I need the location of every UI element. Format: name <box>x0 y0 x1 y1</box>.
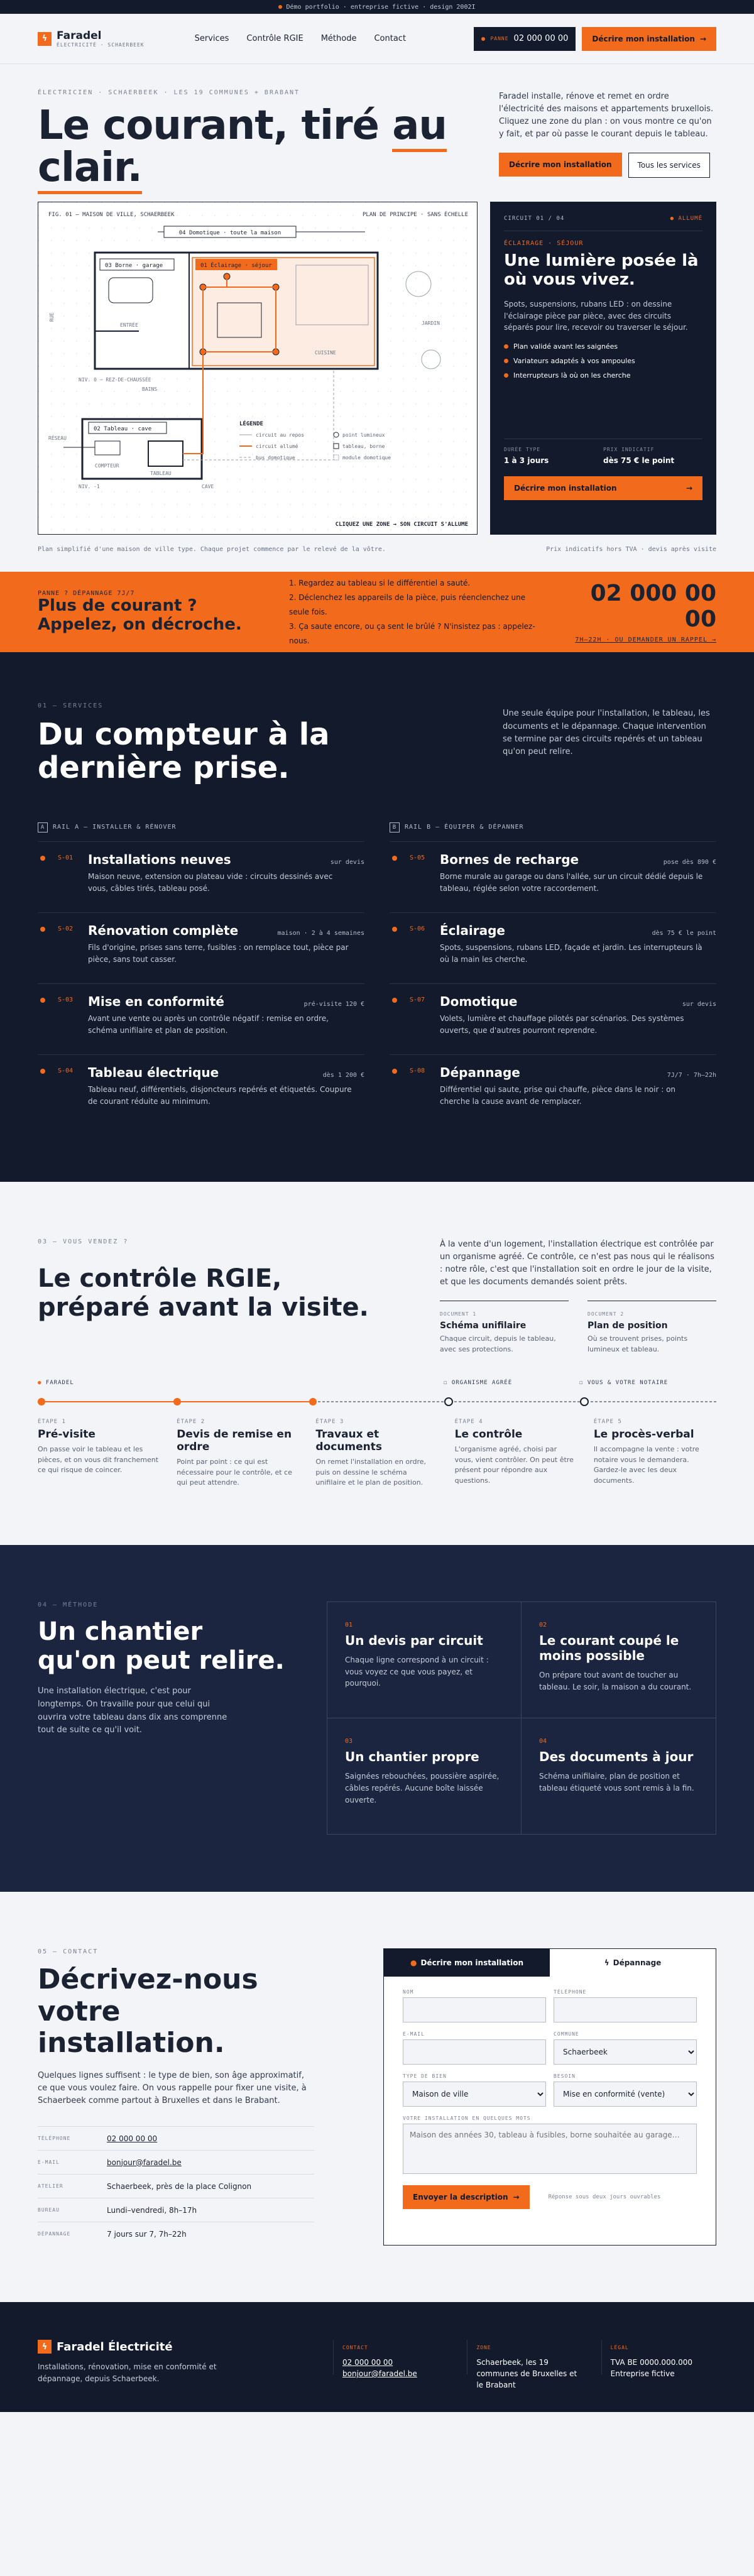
plan-scale: PLAN DE PRINCIPE · SANS ÉCHELLE <box>363 212 468 219</box>
field-label: COMMUNE <box>554 2031 579 2037</box>
timeline-step <box>594 1414 716 1488</box>
method-card <box>327 1602 522 1718</box>
method-card-title: Des documents à jour <box>539 1749 694 1765</box>
contact-row-value: Schaerbeek, près de la place Colignon <box>107 2181 252 2191</box>
step-text: Il accompagne la vente : votre notaire vous le demandera. Gardez-le avec les deux documents. <box>593 1445 699 1485</box>
plan-hint: CLIQUEZ UNE ZONE → SON CIRCUIT S'ALLUME <box>335 521 468 528</box>
plan-caption: FIG. 01 — MAISON DE VILLE, SCHAERBEEK <box>48 212 175 219</box>
step-label: ÉTAPE 3 <box>315 1418 344 1425</box>
rail-label: RAIL A — INSTALLER & RÉNOVER <box>53 824 177 831</box>
method-num: 01 <box>345 1621 353 1629</box>
service-num: S-07 <box>410 996 425 1003</box>
circuit-state-text: ALLUMÉ <box>678 216 702 222</box>
emergency-steps <box>289 576 541 648</box>
step-text: Point par point : ce qui est nécessaire pour le contrôle, et ce qui peut attendre. <box>177 1458 292 1487</box>
nav-link-methode[interactable]: Méthode <box>320 34 357 43</box>
contact-row-label: DÉPANNAGE <box>38 2231 71 2237</box>
stat-value: 1 à 3 jours <box>504 456 549 465</box>
circuit-text: Spots, suspensions, rubans LED : on dessine l'éclairage pièce par pièce, avec des circuits séparés pour lire, recevoir ou traverser le séjour. <box>504 300 688 332</box>
legend-item: bus domotique <box>256 455 295 461</box>
hero-kicker: ÉLECTRICIEN · SCHAERBEEK · LES 19 COMMUNES + BRABANT <box>38 89 300 96</box>
doc-title: Schéma unifilaire <box>440 1320 527 1331</box>
contact-row-label: TÉLÉPHONE <box>38 2136 71 2142</box>
rue-label: RUE <box>49 312 55 322</box>
method-card-title: Le courant coupé le moins possible <box>539 1632 679 1663</box>
method-text: Une installation électrique, c'est pour longtemps. On travaille pour que celui qui ouvrira votre tableau dans dix ans comprenne tout de suite ce qu'il voit. <box>38 1686 227 1735</box>
contact-row <box>38 2222 314 2246</box>
timeline-step <box>315 1414 438 1488</box>
phase-text: VOUS & VOTRE NOTAIRE <box>587 1379 669 1386</box>
rgie-kicker: 03 — VOUS VENDEZ ? <box>38 1238 129 1245</box>
emergency-step: 1. Regardez au tableau si le différentiel a sauté. <box>289 579 471 588</box>
method-card-text: Chaque ligne correspond à un circuit : vous voyez ce que vous payez, et pourquoi. <box>345 1655 489 1688</box>
timeline-step <box>177 1414 299 1488</box>
callback-link[interactable]: 7H–22H · OU DEMANDER UN RAPPEL → <box>575 636 716 643</box>
jardin-label: JARDIN <box>422 320 440 327</box>
phase-notaire: ☐ VOUS & VOTRE NOTAIRE <box>579 1379 669 1386</box>
commune-select[interactable] <box>554 2039 697 2065</box>
legend-item: module domotique <box>342 455 391 461</box>
emergency-band <box>0 572 754 652</box>
arrow-right-icon: → <box>699 34 706 43</box>
service-meta: maison · 2 à 4 semaines <box>277 929 364 937</box>
service-meta: pré-visite 120 € <box>303 1000 364 1008</box>
nav-link-contact[interactable]: Contact <box>374 34 407 43</box>
method-card <box>327 1718 522 1835</box>
service-item[interactable] <box>390 841 716 912</box>
contact-form <box>383 1948 716 2246</box>
contact-kicker: 05 — CONTACT <box>38 1948 99 1955</box>
service-title: Domotique <box>440 993 518 1009</box>
entree-label: ENTRÉE <box>120 322 138 329</box>
method-kicker: 04 — MÉTHODE <box>38 1601 99 1608</box>
service-item[interactable] <box>390 1054 716 1125</box>
doc-title: Plan de position <box>587 1320 668 1331</box>
method-title: Un chantier qu'on peut relire. <box>38 1617 285 1675</box>
doc-text: Où se trouvent prises, points lumineux et tableau. <box>587 1334 688 1353</box>
emergency-step: 2. Déclenchez les appareils de la pièce, puis réenclenchez une seule fois. <box>289 593 526 616</box>
phone-button[interactable]: PANNE 02 000 00 00 <box>474 27 576 51</box>
phase-organisme: ☐ ORGANISME AGRÉÉ <box>444 1379 513 1386</box>
name-input[interactable] <box>403 1997 546 2022</box>
phase-text: ORGANISME AGRÉÉ <box>451 1379 513 1386</box>
service-item[interactable] <box>390 912 716 983</box>
service-item[interactable] <box>390 983 716 1054</box>
bolt-icon: ϟ <box>38 2340 52 2354</box>
nav-link-services[interactable]: Services <box>194 34 229 43</box>
step-title: Pré-visite <box>38 1427 96 1441</box>
tableau-zone-label: 02 Tableau · cave <box>94 426 152 433</box>
service-meta: sur devis <box>330 858 364 866</box>
services-kicker: 01 — SERVICES <box>38 702 104 710</box>
hero <box>0 64 754 202</box>
sejour-zone[interactable] <box>192 258 374 366</box>
contact-row-label: ATELIER <box>38 2183 63 2190</box>
step-label: ÉTAPE 5 <box>593 1418 622 1425</box>
method-card-text: Saignées rebouchées, poussière aspirée, câbles repérés. Aucune boîte laissée ouverte. <box>345 1772 500 1804</box>
stat-value: dès 75 € le point <box>603 456 675 465</box>
service-title: Rénovation complète <box>88 922 239 938</box>
price-note: Prix indicatifs hors TVA · devis après visite <box>546 546 716 554</box>
footer-vat: TVA BE 0000.000.000 <box>610 2358 693 2367</box>
feature-item: Interrupteurs là où on les cherche <box>504 371 702 379</box>
feature-item: Plan validé avant les saignées <box>504 342 702 351</box>
method-card <box>522 1718 716 1835</box>
contact-title: Décrivez-nous votre installation. <box>38 1963 258 2060</box>
legend-item: circuit allumé <box>256 444 298 450</box>
service-meta: 7J/7 · 7h–22h <box>667 1071 716 1079</box>
timeline-step <box>455 1414 577 1488</box>
need-select[interactable] <box>554 2082 697 2107</box>
service-title: Tableau électrique <box>88 1064 219 1080</box>
contact-row-value[interactable]: 02 000 00 00 <box>107 2134 158 2143</box>
step-text: On remet l'installation en ordre, puis on dessine le schéma unifilaire et le plan de position. <box>315 1458 427 1487</box>
cuisine-label: CUISINE <box>315 350 336 356</box>
service-title: Éclairage <box>440 922 505 938</box>
contact-info <box>38 2126 314 2246</box>
rgie-timeline <box>38 1380 716 1488</box>
niv1-label: NIV. -1 <box>79 484 100 490</box>
tableau-label: TABLEAU <box>150 471 172 477</box>
legend-item: circuit au repos <box>256 432 305 439</box>
service-text: Tableau neuf, différentiels, disjoncteurs repérés et étiquetés. Coupure de courant réduite au minimum. <box>88 1084 352 1106</box>
service-item[interactable] <box>38 983 364 1054</box>
contact-row-label: E-MAIL <box>38 2159 60 2166</box>
legend-title: LÉGENDE <box>239 421 263 428</box>
rgie-intro: À la vente d'un logement, l'installation électrique est contrôlée par un organisme agréé. Ce contrôle, ce n'est pas nous qui le réalisons : notre rôle, c'est que l'installation soit en ordre le jour de la visite, et que les documents demandés soient prêts. <box>440 1239 714 1287</box>
method-num: 03 <box>345 1738 353 1745</box>
panel-cta-button[interactable]: Décrire mon installation → <box>504 476 702 500</box>
arrow-right-icon: → <box>513 2192 520 2202</box>
contact-row-label: BUREAU <box>38 2207 60 2213</box>
niv0-label: NIV. 0 — REZ-DE-CHAUSSÉE <box>79 377 151 383</box>
step-title: Travaux et documents <box>315 1427 383 1454</box>
legend-item: tableau, borne <box>342 444 385 450</box>
timeline-track <box>38 1392 716 1411</box>
emergency-phone[interactable]: 02 000 00 00 <box>590 580 716 632</box>
feature-item: Variateurs adaptés à vos ampoules <box>504 357 702 365</box>
method-card <box>522 1602 716 1718</box>
contact-row <box>38 2150 314 2174</box>
contact-row <box>38 2198 314 2222</box>
phone-input[interactable] <box>554 1997 697 2022</box>
service-num: S-04 <box>58 1067 74 1074</box>
cave-label: CAVE <box>202 484 214 490</box>
method-card-text: On prépare tout avant de toucher au tableau. Le soir, la maison a du courant. <box>539 1670 692 1691</box>
service-title: Installations neuves <box>88 851 231 867</box>
contact-text: Quelques lignes suffisent : le type de bien, son âge approximatif, ce que vous voulez faire. On vous rappelle pour fixer une visite, à Schaerbeek comme partout à Bruxelles et dans le Brabant. <box>38 2070 307 2105</box>
footer-phone-link[interactable]: 02 000 00 00 <box>342 2358 393 2367</box>
contact-section <box>0 1892 754 2302</box>
doc-card <box>587 1301 716 1355</box>
method-card-title: Un devis par circuit <box>345 1632 483 1648</box>
hero-title: Le courant, tiré au clair. <box>38 105 447 189</box>
field-label: BESOIN <box>554 2073 576 2079</box>
bolt-icon: ϟ <box>38 32 52 46</box>
step-title: Devis de remise en ordre <box>177 1427 292 1454</box>
service-text: Avant une vente ou après un contrôle négatif : remise en ordre, schéma unifilaire et plan de position. <box>88 1013 329 1035</box>
navbar <box>0 14 754 64</box>
hero-cta-button[interactable]: Décrire mon installation <box>499 153 622 177</box>
service-title: Mise en conformité <box>88 993 224 1009</box>
footer-text: Installations, rénovation, mise en conformité et dépannage, depuis Schaerbeek. <box>38 2362 217 2383</box>
step-title: Le procès-verbal <box>593 1427 694 1441</box>
house-plan-drawing <box>38 202 478 535</box>
response-note: Réponse sous deux jours ouvrables <box>548 2193 661 2200</box>
footer-col-label: LÉGAL <box>610 2345 629 2351</box>
method-card-text: Schéma unifilaire, plan de position et tableau étiqueté vous sont remis à la fin. <box>539 1772 694 1793</box>
circuit-state: ● ALLUMÉ <box>670 216 702 222</box>
service-num: S-06 <box>410 925 425 932</box>
services-section <box>0 652 754 1182</box>
rail-badge: A <box>38 822 48 832</box>
doc-label: DOCUMENT 2 <box>587 1311 625 1317</box>
method-num: 04 <box>539 1738 547 1745</box>
arrow-right-icon: → <box>686 483 692 493</box>
logo[interactable]: ϟ Faradel ÉLECTRICITÉ · SCHAERBEEK <box>38 30 145 48</box>
step-text: On passe voir le tableau et les pièces, et on vous dit franchement ce qui risque de coincer. <box>38 1445 159 1475</box>
rail-label: RAIL B — ÉQUIPER & DÉPANNER <box>405 824 524 831</box>
reseau-label: RÉSEAU <box>48 435 67 442</box>
house-plan[interactable] <box>38 202 478 535</box>
services-intro: Une seule équipe pour l'installation, le tableau, les documents et le dépannage. Chaque intervention se termine par des circuits repérés et un tableau qu'on peut relire. <box>503 709 710 756</box>
rgie-title: Le contrôle RGIE, préparé avant la visite. <box>38 1263 369 1322</box>
domotique-label: 04 Domotique · toute la maison <box>178 230 281 237</box>
top-bar: Démo portfolio · entreprise fictive · design 2002I <box>0 0 754 14</box>
circuit-features <box>504 342 702 379</box>
dot-icon: ● <box>410 1958 417 1967</box>
bolt-icon: ϟ <box>604 1958 609 1967</box>
plan-note: Plan simplifié d'une maison de ville type. Chaque projet commence par le relevé de la vôtre. <box>38 546 386 554</box>
service-text: Borne murale au garage ou dans l'allée, sur un circuit dédié depuis le tableau, réglée selon votre raccordement. <box>440 871 703 893</box>
nav-cta-button[interactable]: Décrire mon installation → <box>582 27 716 51</box>
service-num: S-02 <box>58 925 74 932</box>
rail-badge: B <box>390 822 400 832</box>
service-title: Dépannage <box>440 1064 520 1080</box>
service-title: Bornes de recharge <box>440 851 579 867</box>
legend-item: point lumineux <box>342 432 385 439</box>
doc-text: Chaque circuit, depuis le tableau, avec ses protections. <box>440 1334 556 1353</box>
tab-depannage[interactable]: ϟ Dépannage <box>604 1958 662 1967</box>
service-num: S-05 <box>410 854 425 861</box>
field-label: VOTRE INSTALLATION EN QUELQUES MOTS <box>403 2115 531 2121</box>
step-label: ÉTAPE 2 <box>177 1418 205 1425</box>
rail-a <box>38 822 364 1125</box>
step-label: ÉTAPE 4 <box>454 1418 483 1425</box>
bains-label: BAINS <box>142 386 158 393</box>
contact-row <box>38 2126 314 2150</box>
status-dot-icon <box>278 5 282 9</box>
tab-installation[interactable]: ● Décrire mon installation <box>384 1949 550 1977</box>
contact-row <box>38 2174 314 2198</box>
footer <box>0 2302 754 2412</box>
footer-email-link[interactable]: bonjour@faradel.be <box>342 2369 417 2379</box>
field-label: NOM <box>403 1989 414 1995</box>
emergency-kicker: PANNE ? DÉPANNAGE 7J/7 <box>38 589 135 597</box>
circuit-panel <box>490 202 716 535</box>
service-meta: dès 75 € le point <box>652 929 716 937</box>
service-text: Maison neuve, extension ou plateau vide : circuits dessinés avec vous, câbles tirés, tableau posé. <box>88 871 333 893</box>
field-label: E-MAIL <box>403 2031 425 2037</box>
contact-row-value: 7 jours sur 7, 7h–22h <box>107 2229 187 2239</box>
eclairage-label: 01 Éclairage · séjour <box>200 263 272 270</box>
step-text: L'organisme agréé, choisi par vous, vient contrôler. On peut être présent pour répondre aux questions. <box>454 1445 574 1485</box>
contact-row-value: Lundi–vendredi, 8h–17h <box>107 2205 197 2215</box>
hero-intro: Faradel installe, rénove et remet en ordre l'électricité des maisons et appartements bruxellois. Cliquez une zone du plan : on vous montre ce qu'on y fait, et par où passe le courant depuis le tableau. <box>499 92 714 139</box>
method-num: 02 <box>539 1621 547 1629</box>
step-title: Le contrôle <box>454 1427 523 1441</box>
stat-label: DURÉE TYPE <box>504 446 541 452</box>
description-textarea[interactable] <box>403 2124 697 2174</box>
service-item[interactable] <box>38 1054 364 1125</box>
footer-zone: Schaerbeek, les 19 communes de Bruxelles et le Brabant <box>476 2358 577 2390</box>
emergency-title: Plus de courant ? Appelez, on décroche. <box>38 596 242 634</box>
stat-label: PRIX INDICATIF <box>603 446 655 452</box>
method-card-title: Un chantier propre <box>345 1749 479 1765</box>
contact-row-value[interactable]: bonjour@faradel.be <box>107 2158 182 2167</box>
step-label: ÉTAPE 1 <box>38 1418 66 1425</box>
service-text: Fils d'origine, prises sans terre, fusibles : on remplace tout, pièce par pièce, sans tout casser. <box>88 942 349 964</box>
phone-dot-icon <box>481 37 485 41</box>
service-meta: dès 1 200 € <box>322 1071 364 1079</box>
footer-legal: Entreprise fictive <box>610 2369 675 2379</box>
field-label: TÉLÉPHONE <box>554 1989 587 1995</box>
phase-faradel: ● FARADEL <box>38 1379 74 1386</box>
email-input[interactable] <box>403 2039 546 2065</box>
method-grid <box>327 1602 716 1835</box>
borne-label: 03 Borne · garage <box>105 263 163 270</box>
service-text: Spots, suspensions, rubans LED, façade et jardin. Les interrupteurs là où la main les cherche. <box>440 942 702 964</box>
footer-col-label: ZONE <box>476 2345 491 2351</box>
service-num: S-03 <box>58 996 74 1003</box>
service-meta: pose dès 890 € <box>663 858 716 866</box>
property-select[interactable] <box>403 2082 546 2107</box>
submit-button[interactable]: Envoyer la description → <box>403 2185 530 2209</box>
service-num: S-01 <box>58 854 74 861</box>
doc-card <box>440 1301 569 1355</box>
circuit-zone: ÉCLAIRAGE · SÉJOUR <box>504 240 584 248</box>
service-text: Différentiel qui saute, prise qui chauffe, pièce dans le noir : on cherche la cause avant de remplacer. <box>440 1084 676 1106</box>
rail-b <box>390 822 716 1125</box>
service-item[interactable] <box>38 912 364 983</box>
emergency-step: 3. Ça saute encore, ou ça sent le brûlé ? N'insistez pas : appelez-nous. <box>289 621 535 645</box>
doc-label: DOCUMENT 1 <box>440 1311 477 1317</box>
nav-link-rgie[interactable]: Contrôle RGIE <box>246 34 303 43</box>
field-label: TYPE DE BIEN <box>403 2073 447 2079</box>
footer-col-label: CONTACT <box>342 2345 368 2351</box>
method-section <box>0 1545 754 1892</box>
timeline-step <box>38 1414 160 1488</box>
all-services-button[interactable]: Tous les services <box>628 153 710 178</box>
rgie-section <box>0 1182 754 1545</box>
circuit-title: Une lumière posée là où vous vivez. <box>504 251 699 290</box>
circuit-index: CIRCUIT 01 / 04 <box>504 216 565 222</box>
service-item[interactable] <box>38 841 364 912</box>
nav-links <box>195 34 406 43</box>
services-title: Du compteur à la dernière prise. <box>38 717 330 786</box>
service-text: Volets, lumière et chauffage pilotés par scénarios. Des systèmes ouverts, que d'autres pourront reprendre. <box>440 1013 684 1035</box>
phase-text: FARADEL <box>45 1379 74 1386</box>
service-num: S-08 <box>410 1067 425 1074</box>
compteur-label: COMPTEUR <box>95 463 119 469</box>
service-meta: sur devis <box>682 1000 716 1008</box>
footer-brand: Faradel Électricité <box>57 2340 173 2354</box>
